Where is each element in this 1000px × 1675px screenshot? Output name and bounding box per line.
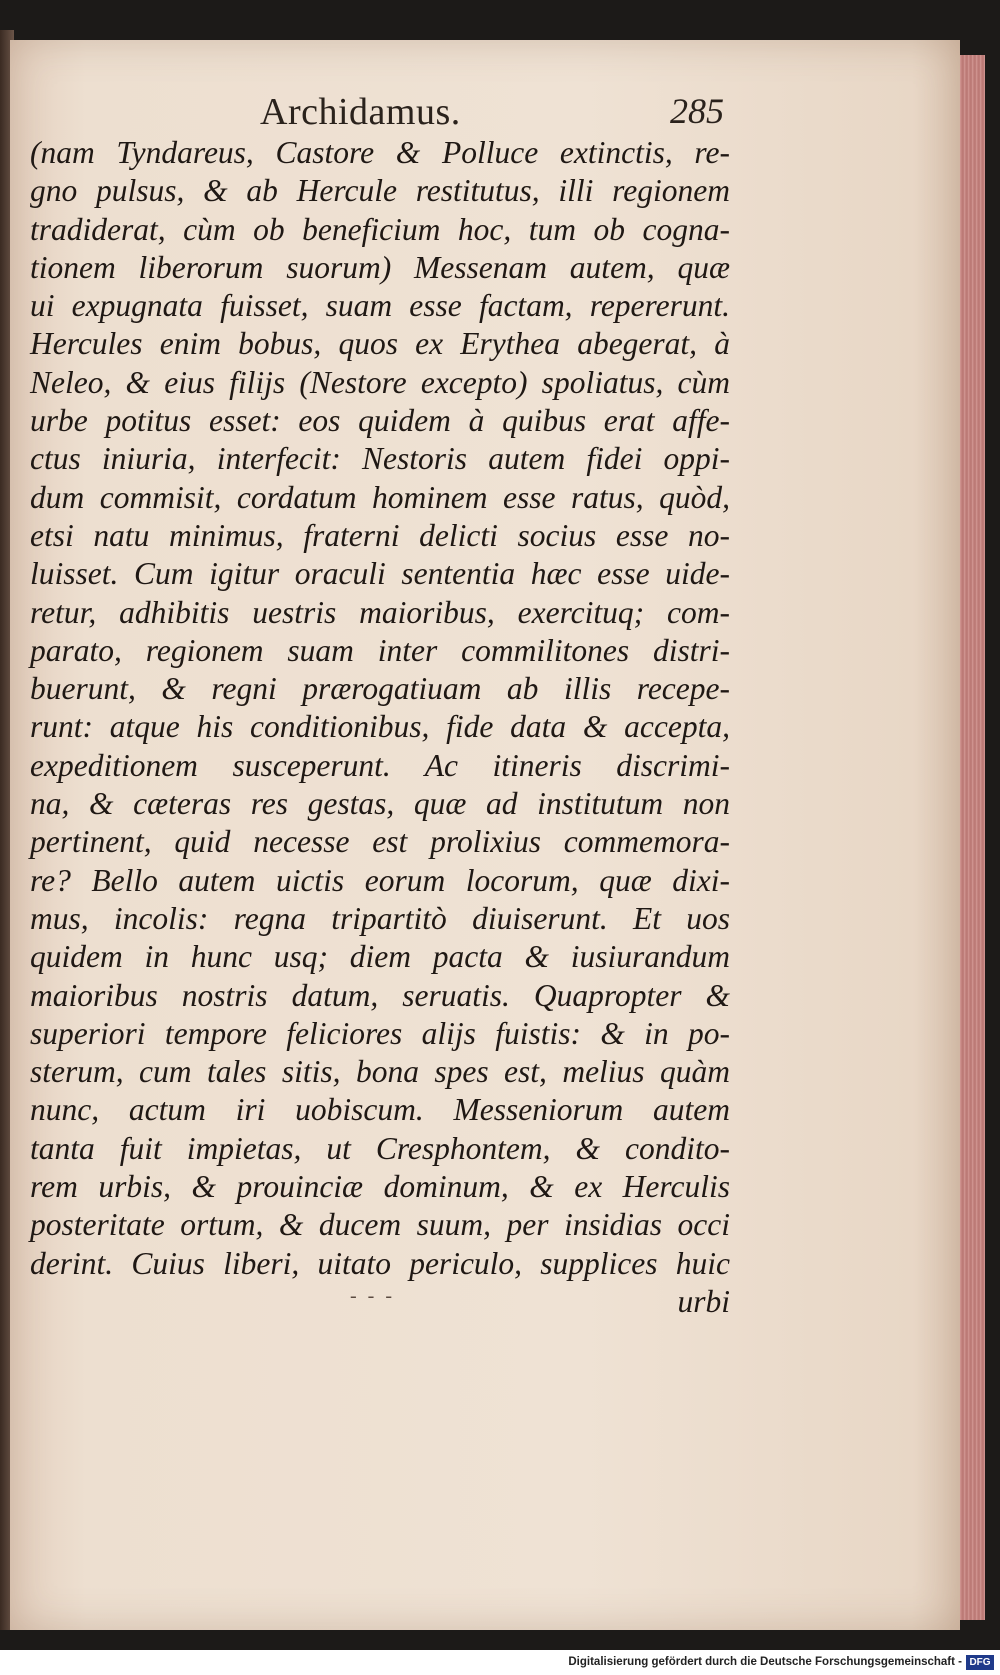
text-line: expeditionem susceperunt. Ac itineris discrimi- [30,747,730,783]
page-number: 285 [670,91,724,131]
text-line: buerunt, & regni prærogatiuam ab illis recepe- [30,671,730,707]
dfg-logo-icon: DFG [966,1655,994,1670]
signature-mark: - - - [350,1285,395,1307]
running-head [10,90,960,140]
text-line: maioribus nostris datum, seruatis. Quapropter & [30,977,730,1013]
text-line: parato, regionem suam inter commilitones distri- [30,632,730,668]
text-line: quidem in hunc usq; diem pacta & iusiurandum [30,939,730,975]
text-line: nunc, actum iri uobiscum. Messeniorum autem [30,1092,730,1128]
text-line: posteritate ortum, & ducem suum, per insidias occi [30,1207,730,1243]
text-line: tanta fuit impietas, ut Cresphontem, & condito- [30,1130,730,1166]
text-line: tradiderat, cùm ob beneficium hoc, tum ob cogna- [30,211,730,247]
text-line: luisset. Cum igitur oraculi sententia hæc esse uide- [30,556,730,592]
text-line: sterum, cum tales sitis, bona spes est, melius quàm [30,1054,730,1090]
text-line: (nam Tyndareus, Castore & Polluce extinctis, re- [30,135,730,170]
text-line: re? Bello autem uictis eorum locorum, quæ dixi- [30,862,730,898]
text-line: ctus iniuria, interfecit: Nestoris autem fidei oppi- [30,441,730,477]
catchword: urbi [677,1283,730,1319]
running-head-title: Archidamus. [260,91,461,133]
text-line: Hercules enim bobus, quos ex Erythea abegerat, à [30,326,730,362]
text-line: pertinent, quid necesse est prolixius commemora- [30,824,730,860]
text-line: superiori tempore feliciores alijs fuistis: & in po- [30,1015,730,1051]
text-line: etsi natu minimus, fraterni delicti socius esse no- [30,517,730,553]
text-line: tionem liberorum suorum) Messenam autem, quæ [30,249,730,285]
text-line: na, & cæteras res gestas, quæ ad institutum non [30,786,730,822]
text-line: derint. Cuius liberi, uitato periculo, supplices huic [30,1245,730,1281]
text-line: retur, adhibitis uestris maioribus, exercituq; com- [30,594,730,630]
funding-credit: Digitalisierung gefördert durch die Deutsche Forschungsgemeinschaft - [568,1656,962,1668]
body-text [30,134,730,1321]
text-line: runt: atque his conditionibus, fide data & accepta, [30,709,730,745]
text-line: gno pulsus, & ab Hercule restitutus, illi regionem [30,173,730,209]
text-line: urbe potitus esset: eos quidem à quibus erat affe- [30,403,730,439]
text-line: rem urbis, & prouinciæ dominum, & ex Herculis [30,1169,730,1205]
text-line: Neleo, & eius filijs (Nestore excepto) spoliatus, cùm [30,364,730,400]
text-line: dum commisit, cordatum hominem esse ratus, quòd, [30,479,730,515]
text-line: mus, incolis: regna tripartitò diuiserunt. Et uos [30,900,730,936]
footer-bar [0,1650,1000,1675]
text-line: ui expugnata fuisset, suam esse factam, repererunt. [30,288,730,324]
book-page [10,40,960,1630]
